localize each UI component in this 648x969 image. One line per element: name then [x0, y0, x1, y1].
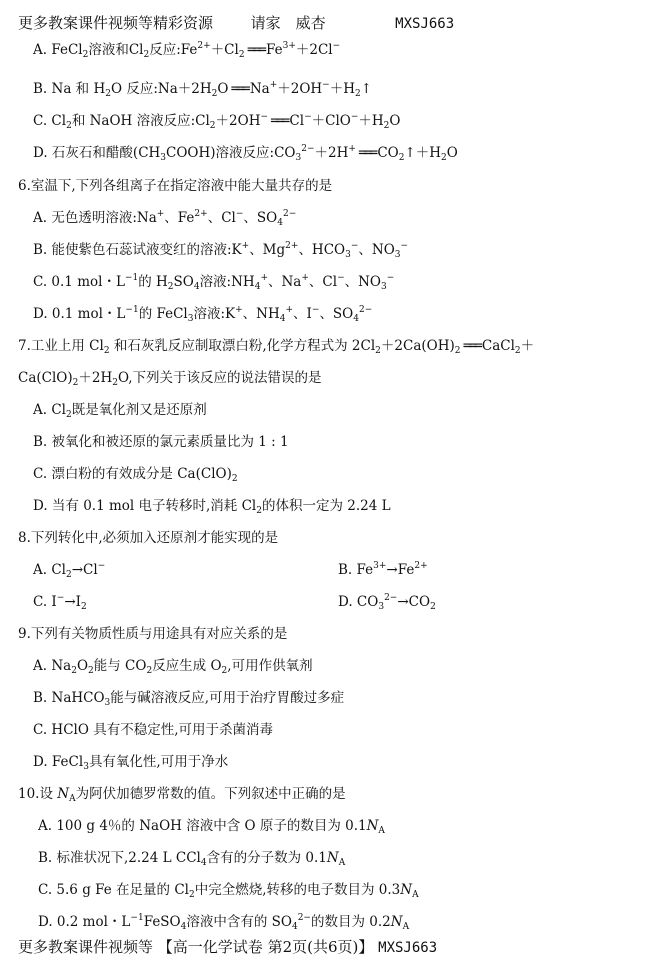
question-line: $Ca(ClO)_2+2H_2O$,下列关于该反应的说法错误的是 [18, 370, 322, 388]
option-line: A. FeCl$_2$溶液和$Cl_2$反应$:Fe^{2+}+Cl_2$ ═══ $Fe^{3+}+2Cl^-$ [33, 41, 341, 60]
question-line: 7.工业上用 $Cl_2$ 和石灰乳反应制取漂白粉,化学方程式为 $2Cl_2+2Ca(OH)_2$ ═══ CaCl$_2$＋ [18, 338, 535, 356]
option-line: A. $Na_2O_2$能与 $CO_2$反应生成 $O_2$,可用作供氧剂 [33, 658, 313, 676]
option-line: D. 0.1 mol・$L^{-1}$的 FeCl$_3$溶液:K+、$NH_4^+$、I−、$SO_4^{2-}$ [33, 305, 373, 324]
option-line: B. $Fe^{3+}\to Fe^{2+}$ [338, 561, 428, 578]
option-line: C. 0.1 mol・$L^{-1}$的 $H_2SO_4$溶液$:NH_4^+$、Na+、Cl−、$NO_3^-$ [33, 273, 395, 292]
option-line: C. $I^-\to I_2$ [33, 593, 87, 612]
question-line: 6.室温下,下列各组离子在指定溶液中能大量共存的是 [18, 178, 333, 194]
option-line: D. FeCl$_3$具有氧化性,可用于净水 [33, 754, 229, 772]
question-line: 9.下列有关物质性质与用途具有对应关系的是 [18, 626, 288, 642]
footer-page-info: 【高一化学试卷 第2页(共6页)】 [157, 938, 374, 956]
page-header [18, 12, 630, 33]
header-right-text: 请家 威杏 [250, 14, 326, 32]
option-line: A. 无色透明溶液:Na+、$Fe^{2+}$、Cl−、$SO_4^{2-}$ [33, 209, 297, 228]
option-line: D. $CO_3^{2-}\to CO_2$ [338, 593, 436, 612]
option-line: C. $Cl_2$和 NaOH 溶液反应$:Cl_2+2OH^-$ ═══ $Cl^-+ClO^-+H_2O$ [33, 112, 401, 131]
option-line: D. 0.2 mol・$L^{-1}FeSO_4$溶液中含有的 $SO_4^{2-}$的数目为 $0.2N_A$ [38, 913, 410, 932]
option-line: C. HClO 具有不稳定性,可用于杀菌消毒 [33, 722, 274, 738]
option-line: C. 漂白粉的有效成分是 $Ca(ClO)_2$ [33, 466, 238, 484]
option-line: B. 标准状况下,2.24 L CCl$_4$含有的分子数为 $0.1N_A$ [38, 850, 346, 868]
question-line: 10.设 $N_A$为阿伏加德罗常数的值。下列叙述中正确的是 [18, 786, 346, 804]
option-line: C. 5.6 g Fe 在足量的 $Cl_2$中完全燃烧,转移的电子数目为 $0.3N_A$ [38, 882, 419, 900]
option-line: A. $Cl_2\to Cl^-$ [33, 561, 106, 580]
question-line: 8.下列转化中,必须加入还原剂才能实现的是 [18, 530, 279, 546]
footer-code: MXSJ663 [378, 940, 438, 956]
option-line: B. 被氧化和被还原的氯元素质量比为 1 : 1 [33, 434, 289, 450]
page-footer [18, 936, 630, 957]
header-left-text: 更多教案课件视频等精彩资源 [18, 14, 214, 32]
option-line: B. NaHCO$_3$能与碱溶液反应,可用于治疗胃酸过多症 [33, 690, 345, 708]
option-line: B. 能使紫色石蕊试液变红的溶液:K+、$Mg^{2+}$、$HCO_3^-$、$NO_3^-$ [33, 241, 409, 260]
option-line: A. 100 g 4％的 NaOH 溶液中含 O 原子的数目为 $0.1N_A$ [38, 818, 385, 836]
option-line: D. 石灰石和醋酸$(CH_3COOH)$溶液反应$:CO_3^{2-}+2H^+$ ═══ $CO_2↑+H_2O$ [33, 144, 458, 163]
header-code: MXSJ663 [395, 16, 455, 32]
footer-left-text: 更多教案课件视频等 [18, 938, 154, 956]
option-line: A. $Cl_2$既是氧化剂又是还原剂 [33, 402, 207, 420]
option-line: B. Na 和 $H_2O$ 反应$:Na+2H_2O$ ═══ $Na^++2OH^-+H_2↑$ [33, 80, 373, 99]
option-line: D. 当有 0.1 mol 电子转移时,消耗 $Cl_2$的体积一定为 2.24 L [33, 498, 391, 516]
